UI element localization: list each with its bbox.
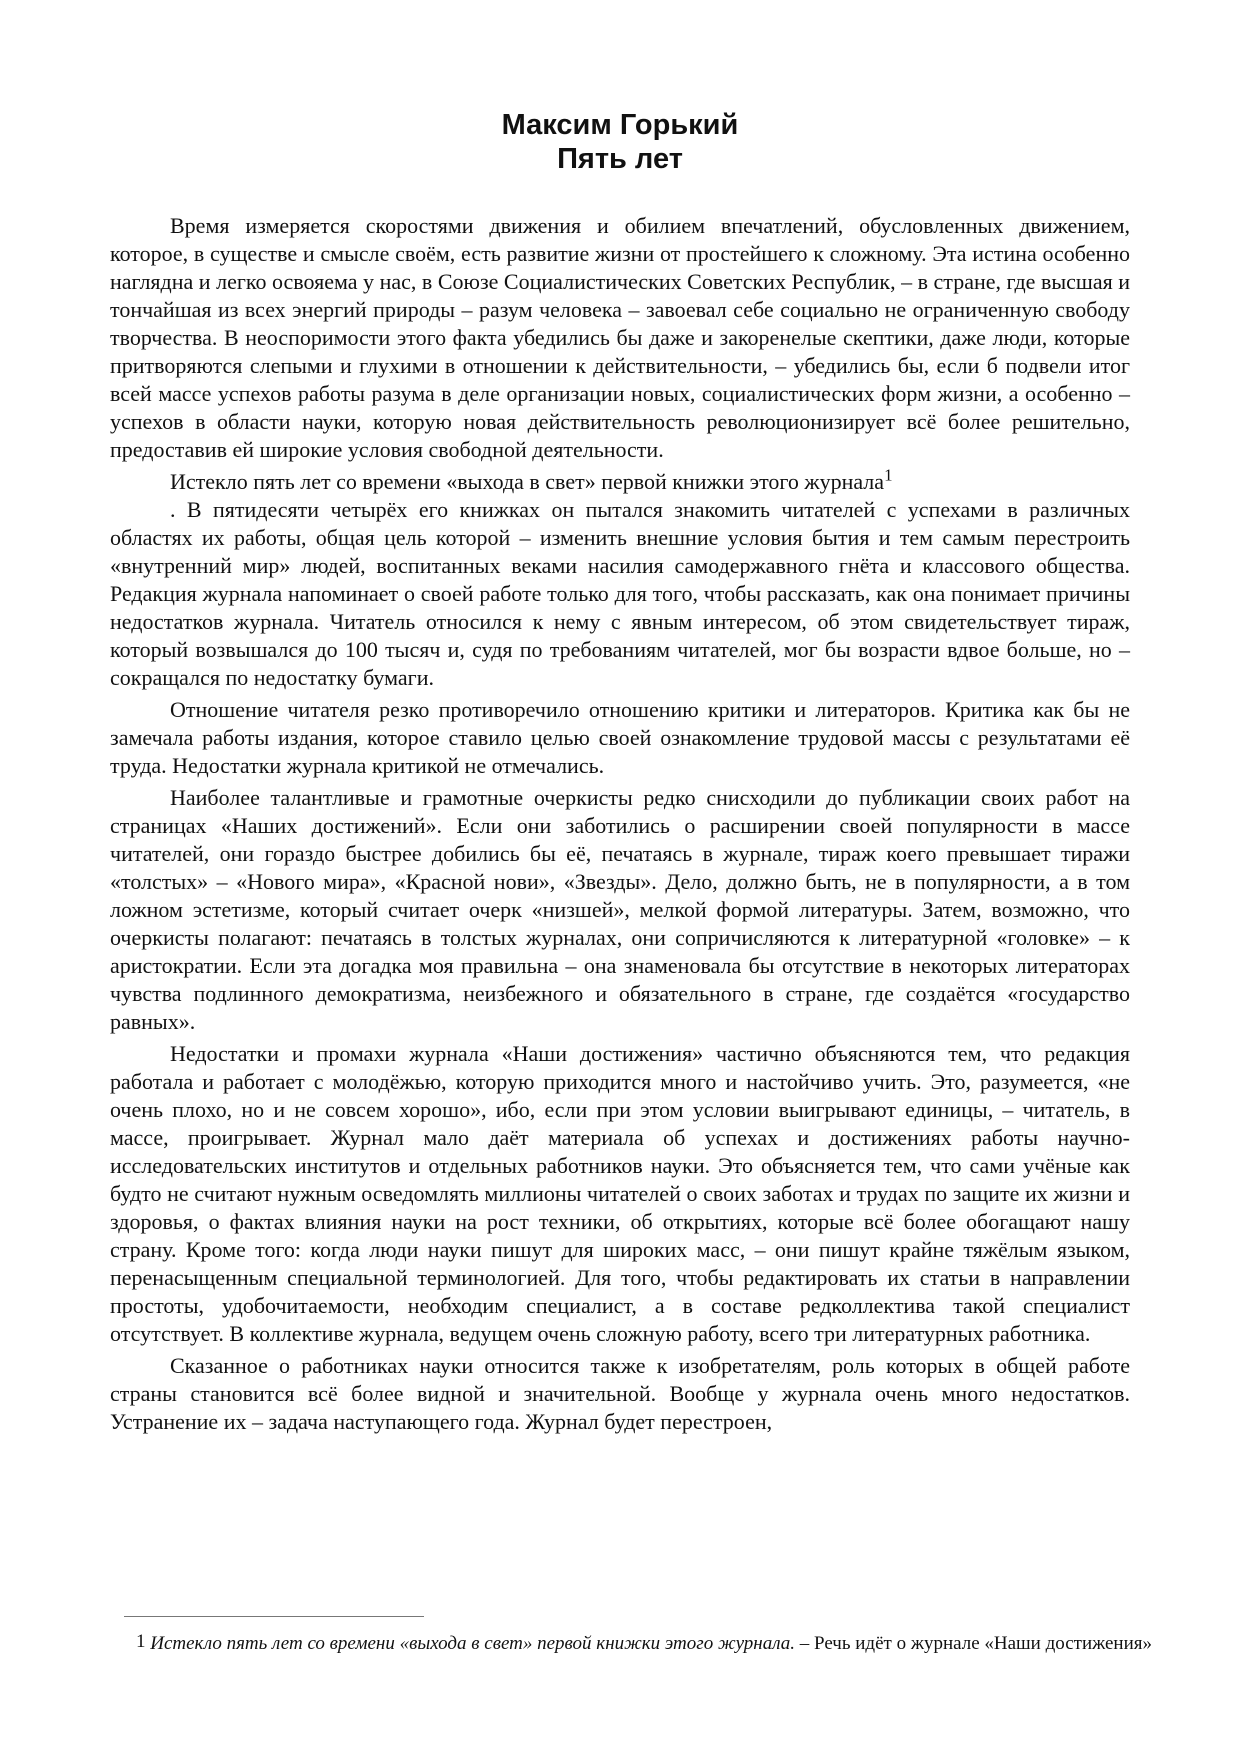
footnote-number: 1	[136, 1631, 146, 1652]
paragraph-6: Сказанное о работниках науки относится также к изобретателям, роль которых в общей работе страны становится всё более видной и значительной. Вообще у журнала очень много недостатков. Устранение их – задача наступающего года. Журнал будет перестроен,	[110, 1353, 1130, 1434]
footnote-text: – Речь идёт о журнале «Наши достижения»	[795, 1633, 1153, 1654]
footnote-reference[interactable]: 1	[884, 465, 893, 485]
footnote	[110, 1630, 1170, 1656]
paragraph-4: Наиболее талантливые и грамотные очеркисты редко снисходили до публикации своих работ на страницах «Наших достижений». Если они заботились о расширении своей популярности в массе читателей, они гораздо быстрее добились бы её, печатаясь в журнале, тираж коего превышает тиражи «толстых» – «Нового мира», «Красной нови», «Звезды». Дело, должно быть, не в популярности, а в том ложном эстетизме, который считает очерк «низшей», мелкой формой литературы. Затем, возможно, что очеркисты полагают: печатаясь в толстых журналах, они сопричисляются к литературной «головке» – к аристократии. Если эта догадка моя правильна – она знаменовала бы отсутствие в некоторых литераторах чувства подлинного демократизма, неизбежного и обязательного в стране, где создаётся «государство равных».	[110, 785, 1130, 1034]
footnote-quote: Истекло пять лет со времени «выхода в свет» первой книжки этого журнала.	[150, 1633, 795, 1654]
paragraph-2	[110, 465, 1130, 496]
document-page	[110, 108, 1130, 1440]
author-name: Максим Горький	[501, 109, 739, 141]
body-text	[110, 212, 1130, 1436]
paragraph-2-continued: . В пятидесяти четырёх его книжках он пытался знакомить читателей с успехами в различных областях их работы, общая цель которой – изменить внешние условия бытия и тем самым перестроить «внутренний мир» людей, воспитанных веками насилия самодержавного гнёта и классового общества. Редакция журнала напоминает о своей работе только для того, чтобы рассказать, как она понимает причины недостатков журнала. Читатель относился к нему с явным интересом, об этом свидетельствует тираж, который возвышался до 100 тысяч и, судя по требованиям читателей, мог бы возрасти вдвое больше, но – сокращался по недостатку бумаги.	[110, 497, 1130, 690]
title-block	[110, 108, 1130, 176]
paragraph-5: Недостатки и промахи журнала «Наши достижения» частично объясняются тем, что редакция работала и работает с молодёжью, которую приходится много и настойчиво учить. Это, разумеется, «не очень плохо, но и не совсем хорошо», ибо, если при этом условии выигрывают единицы, – читатель, в массе, проигрывает. Журнал мало даёт материала об успехах и достижениях работы научно-исследовательских институтов и отдельных работников науки. Это объясняется тем, что сами учёные как будто не считают нужным осведомлять миллионы читателей о своих заботах и трудах по защите их жизни и здоровья, о фактах влияния науки на рост техники, об открытиях, которые всё более обогащают нашу страну. Кроме того: когда люди науки пишут для широких масс, – они пишут крайне тяжёлым языком, перенасыщенным специальной терминологией. Для того, чтобы редактировать их статьи в направлении простоты, удобочитаемости, необходим специалист, а в составе редколлектива такой специалист отсутствует. В коллективе журнала, ведущем очень сложную работу, всего три литературных работника.	[110, 1041, 1130, 1346]
document-title: Пять лет	[557, 143, 683, 175]
paragraph-2-head: Истекло пять лет со времени «выхода в свет» первой книжки этого журнала	[170, 469, 885, 494]
footnote-separator	[124, 1616, 424, 1617]
paragraph-1: Время измеряется скоростями движения и обилием впечатлений, обусловленных движением, которое, в существе и смысле своём, есть развитие жизни от простейшего к сложному. Эта истина особенно наглядна и легко освояема у нас, в Союзе Социалистических Советских Республик, – в стране, где высшая и тончайшая из всех энергий природы – разум человека – завоевал себе социально не ограниченную свободу творчества. В неоспоримости этого факта убедились бы даже и закоренелые скептики, даже люди, которые притворяются слепыми и глухими в отношении к действительности, – убедились бы, если б подвели итог всей массе успехов работы разума в деле организации новых, социалистических форм жизни, а особенно – успехов в области науки, которую новая действительность революционизирует всё более решительно, предоставив ей широкие условия свободной деятельности.	[110, 213, 1130, 462]
paragraph-3: Отношение читателя резко противоречило отношению критики и литераторов. Критика как бы не замечала работы издания, которое ставило целью своей ознакомление трудовой массы с результатами её труда. Недостатки журнала критикой не отмечались.	[110, 697, 1130, 778]
